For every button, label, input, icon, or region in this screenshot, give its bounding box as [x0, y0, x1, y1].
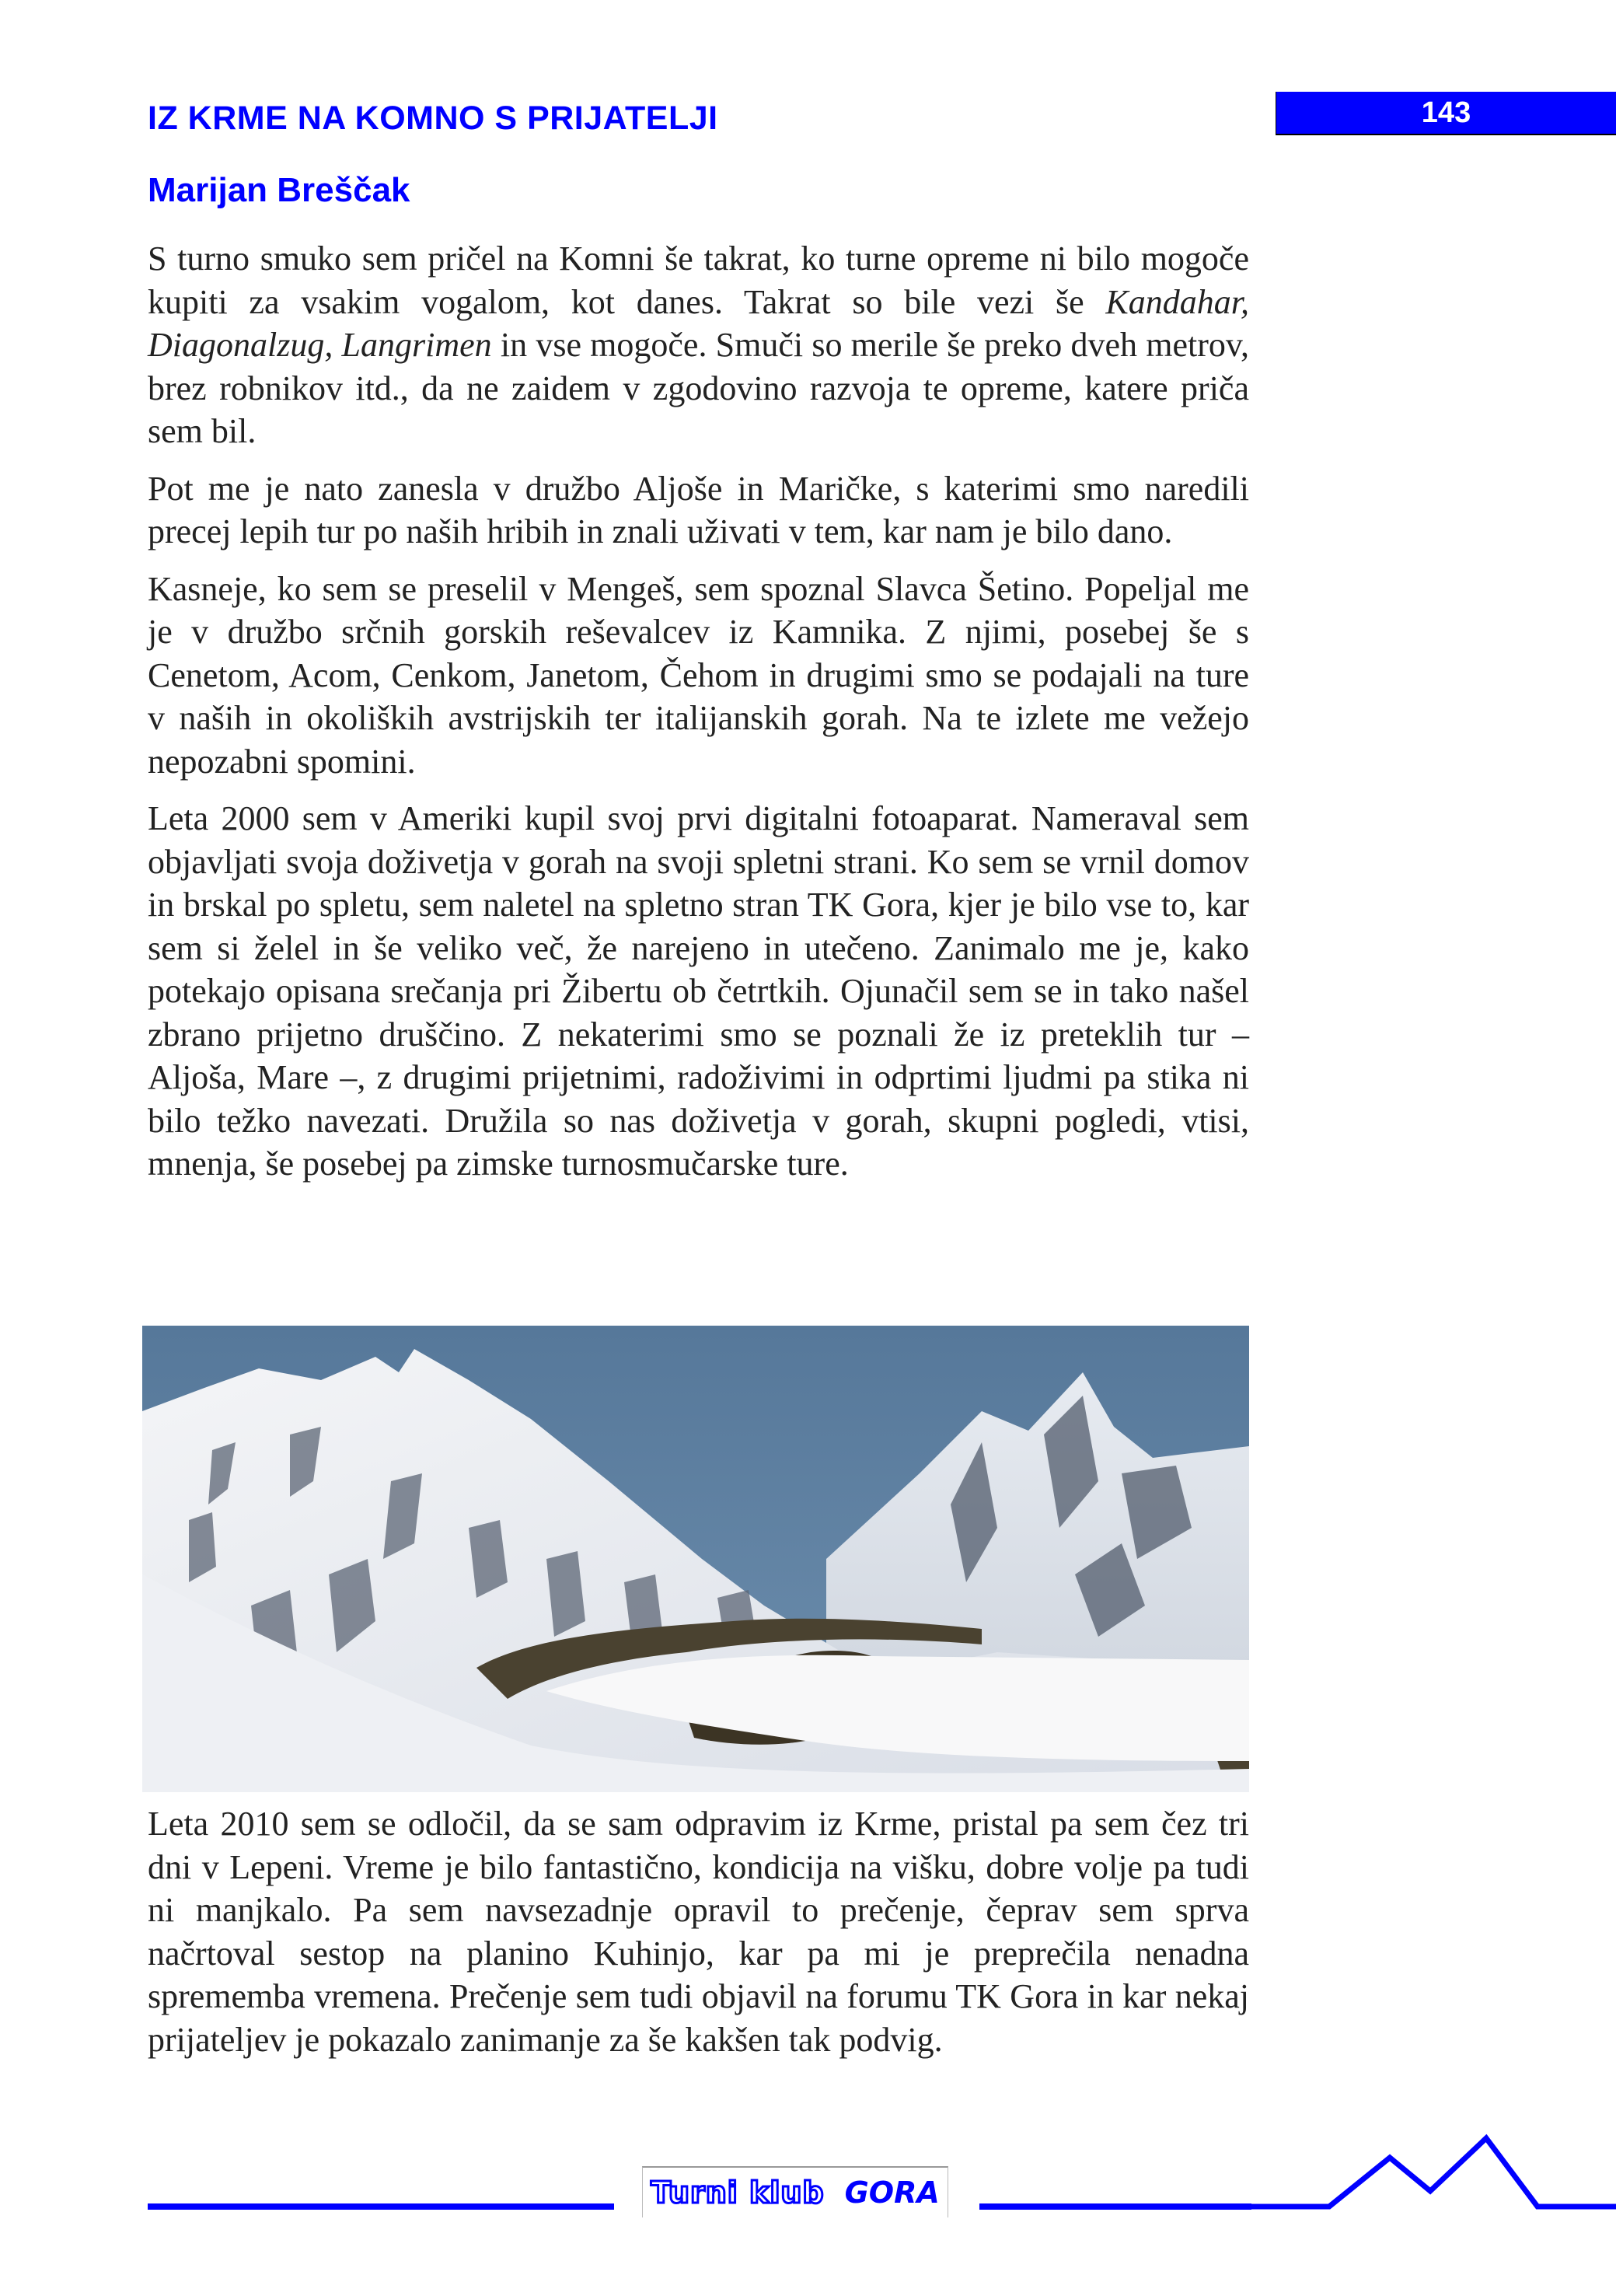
mountain-peaks-icon	[1244, 2115, 1616, 2231]
paragraph-1-italic-terms: Kandahar, Diagonalzug, Langrimen	[148, 282, 1249, 364]
paragraph-2: Pot me je nato zanesla v družbo Aljoše in Maričke, s katerimi smo naredili precej lepih tur po naših hribih in znali uživati v tem, kar nam je bilo dano.	[148, 469, 1249, 550]
paragraph-5: Leta 2010 sem se odločil, da se sam odpravim iz Krme, pristal pa sem čez tri dni v Lepeni. Vreme je bilo fantastično, kondicija na višku, dobre volje pa tudi ni manjkalo. Pa sem navsezadnje opravil to prečenje, čeprav sem sprva načrtoval sestop na planino Kuhinjo, kar pa mi je preprečila nenadna sprememba vremena. Prečenje sem tudi objavil na forumu TK Gora in kar nekaj prijateljev je pokazalo zanimanje za še kakšen tak podvig.	[148, 1805, 1249, 2059]
footer-rule-left	[148, 2203, 614, 2210]
footer-rule-right	[979, 2203, 1251, 2210]
logo-outline-text: Turni klub	[651, 2175, 825, 2210]
mountain-photo-icon	[142, 1326, 1249, 1792]
paragraph-1-text-b: in vse mogoče. Smuči so merile še preko dveh metrov, brez robnikov itd., da ne zaidem v zgodovino razvoja te opreme, katere priča sem bil.	[148, 326, 1249, 450]
paragraph-4: Leta 2000 sem v Ameriki kupil svoj prvi digitalni fotoaparat. Nameraval sem objavljati svoja doživetja v gorah na svoji spletni strani. Ko sem se vrnil domov in brskal po spletu, sem naletel na spletno stran TK Gora, kjer je bilo vse to, kar sem si želel in še veliko več, že narejeno in utečeno. Zanimalo me je, kako potekajo opisana srečanja pri Žibertu ob četrtkih. Ojunačil sem se in tako našel zbrano prijetno druščino. Z nekaterimi smo se poznali že iz preteklih tur – Aljoša, Mare –, z drugimi prijetnimi, radoživimi in odprtimi ljudmi pa stika ni bilo težko navezati. Družila so nas doživetja v gorah, skupni pogledi, vtisi, mnenja, še posebej pa zimske turnosmučarske ture.	[148, 799, 1249, 1183]
paragraph-3: Kasneje, ko sem se preselil v Mengeš, sem spoznal Slavca Šetino. Popeljal me je v družbo srčnih gorskih reševalcev iz Kamnika. Z njimi, posebej še s Cenetom, Acom, Cenkom, Janetom, Čehom in drugimi smo se podajali na ture v naših in okoliških avstrijskih ter italijanskih gorah. Na te izlete me vežejo nepozabni spomini.	[148, 569, 1249, 781]
club-logo	[642, 2166, 948, 2217]
article-body-top	[148, 237, 1249, 1200]
page-number-badge	[1276, 92, 1616, 135]
page-number: 143	[1421, 96, 1471, 129]
article-title: IZ KRME NA KOMNO S PRIJATELJI	[148, 100, 718, 137]
logo-solid-text: GORA	[844, 2175, 940, 2210]
paragraph-1	[148, 237, 1249, 453]
paragraph-1-text-a: turno smuko sem pričel na Komni še takrat, ko turne opreme ni bilo mogoče kupiti za vsakim vogalom, kot danes. Takrat so bile vezi še	[148, 239, 1249, 321]
lead-letter: S	[148, 239, 167, 278]
mountain-photo	[142, 1326, 1249, 1792]
article-author: Marijan Breščak	[148, 171, 410, 209]
article-body-bottom	[148, 1802, 1249, 2075]
